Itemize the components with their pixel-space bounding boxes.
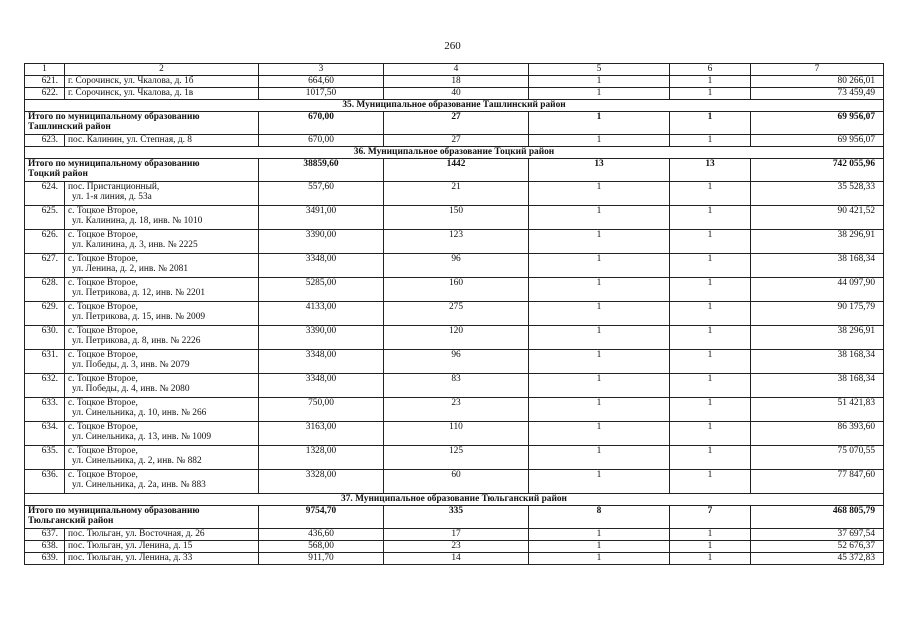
- value-cell: 125: [384, 445, 529, 469]
- value-cell: 35 528,33: [751, 181, 884, 205]
- total-cell: 13: [670, 158, 751, 181]
- value-cell: 1: [529, 229, 670, 253]
- address-line: ул. Синельника, д. 2, инв. № 882: [72, 456, 202, 467]
- table-row: [25, 528, 884, 540]
- column-header: 2: [65, 64, 259, 76]
- total-cell: 38859,60: [259, 158, 384, 181]
- value-cell: 1: [529, 87, 670, 99]
- total-row: [25, 158, 884, 181]
- value-cell: 911,70: [259, 552, 384, 564]
- value-cell: 21: [384, 181, 529, 205]
- value-cell: 5285,00: [259, 277, 384, 301]
- section-title: 36. Муниципальное образование Тоцкий район: [25, 146, 884, 158]
- page-number: 260: [444, 40, 461, 52]
- value-cell: 1: [670, 134, 751, 146]
- table-row: [25, 181, 884, 205]
- row-number: 638.: [25, 540, 65, 552]
- value-cell: 1: [529, 325, 670, 349]
- address-cell: [65, 469, 259, 493]
- value-cell: 83: [384, 373, 529, 397]
- table-row: [25, 205, 884, 229]
- total-cell: 69 956,07: [751, 111, 884, 134]
- value-cell: 60: [384, 469, 529, 493]
- table-body: [25, 64, 884, 565]
- total-cell: 7: [670, 505, 751, 528]
- address-line: с. Тоцкое Второе,: [68, 325, 138, 336]
- value-cell: 1: [670, 277, 751, 301]
- value-cell: 1: [670, 528, 751, 540]
- section-title: 37. Муниципальное образование Тюльганский район: [25, 493, 884, 505]
- value-cell: 1: [670, 229, 751, 253]
- table-row: [25, 469, 884, 493]
- row-number: 625.: [25, 205, 65, 229]
- value-cell: 45 372,83: [751, 552, 884, 564]
- value-cell: 1: [529, 528, 670, 540]
- row-number: 622.: [25, 87, 65, 99]
- address-line: пос. Тюльган, ул. Ленина, д. 33: [68, 552, 193, 563]
- value-cell: 1328,00: [259, 445, 384, 469]
- value-cell: 3348,00: [259, 253, 384, 277]
- total-row: [25, 505, 884, 528]
- value-cell: 1: [529, 134, 670, 146]
- value-cell: 3348,00: [259, 373, 384, 397]
- total-label-line: Итого по муниципальному образованию: [28, 111, 200, 122]
- table-row: [25, 421, 884, 445]
- value-cell: 4133,00: [259, 301, 384, 325]
- value-cell: 69 956,07: [751, 134, 884, 146]
- address-cell: [65, 540, 259, 552]
- address-line: ул. Синельника, д. 2а, инв. № 883: [72, 480, 206, 491]
- row-number: 639.: [25, 552, 65, 564]
- value-cell: 568,00: [259, 540, 384, 552]
- total-cell: 670,00: [259, 111, 384, 134]
- address-cell: [65, 229, 259, 253]
- value-cell: 40: [384, 87, 529, 99]
- column-header-row: [25, 64, 884, 76]
- table-row: [25, 301, 884, 325]
- total-cell: 27: [384, 111, 529, 134]
- total-label: [25, 111, 259, 134]
- table-row: [25, 397, 884, 421]
- value-cell: 1: [529, 181, 670, 205]
- row-number: 623.: [25, 134, 65, 146]
- total-cell: 9754,70: [259, 505, 384, 528]
- row-number: 636.: [25, 469, 65, 493]
- address-cell: [65, 373, 259, 397]
- value-cell: 52 676,37: [751, 540, 884, 552]
- row-number: 624.: [25, 181, 65, 205]
- address-line: ул. Победы, д. 4, инв. № 2080: [72, 384, 190, 395]
- address-cell: [65, 253, 259, 277]
- value-cell: 3163,00: [259, 421, 384, 445]
- row-number: 629.: [25, 301, 65, 325]
- section-header-row: [25, 146, 884, 158]
- address-line: г. Сорочинск, ул. Чкалова, д. 1в: [68, 87, 194, 98]
- value-cell: 1: [529, 540, 670, 552]
- address-line: ул. Калинина, д. 3, инв. № 2225: [72, 240, 198, 251]
- address-cell: [65, 277, 259, 301]
- address-cell: [65, 205, 259, 229]
- address-line: ул. Петрикова, д. 8, инв. № 2226: [72, 336, 201, 347]
- value-cell: 38 296,91: [751, 325, 884, 349]
- address-cell: [65, 134, 259, 146]
- value-cell: 1: [670, 540, 751, 552]
- column-header: 5: [529, 64, 670, 76]
- address-line: с. Тоцкое Второе,: [68, 229, 138, 240]
- column-header: 4: [384, 64, 529, 76]
- value-cell: 750,00: [259, 397, 384, 421]
- address-line: с. Тоцкое Второе,: [68, 301, 138, 312]
- value-cell: 73 459,49: [751, 87, 884, 99]
- value-cell: 1: [670, 349, 751, 373]
- table-row: [25, 134, 884, 146]
- table-row: [25, 552, 884, 564]
- address-cell: [65, 87, 259, 99]
- column-header: 1: [25, 64, 65, 76]
- total-cell: 742 055,96: [751, 158, 884, 181]
- value-cell: 3390,00: [259, 229, 384, 253]
- address-line: ул. 1-я линия, д. 53а: [72, 192, 152, 203]
- address-line: с. Тоцкое Второе,: [68, 253, 138, 264]
- value-cell: 275: [384, 301, 529, 325]
- value-cell: 1: [529, 373, 670, 397]
- value-cell: 1: [670, 301, 751, 325]
- total-label: [25, 505, 259, 528]
- address-cell: [65, 75, 259, 87]
- row-number: 626.: [25, 229, 65, 253]
- value-cell: 1: [529, 445, 670, 469]
- value-cell: 160: [384, 277, 529, 301]
- value-cell: 90 421,52: [751, 205, 884, 229]
- total-label: [25, 158, 259, 181]
- value-cell: 96: [384, 253, 529, 277]
- row-number: 631.: [25, 349, 65, 373]
- value-cell: 80 266,01: [751, 75, 884, 87]
- value-cell: 75 070,55: [751, 445, 884, 469]
- value-cell: 1: [529, 301, 670, 325]
- value-cell: 1: [670, 373, 751, 397]
- column-header: 7: [751, 64, 884, 76]
- address-line: пос. Калинин, ул. Степная, д. 8: [68, 134, 192, 145]
- address-cell: [65, 552, 259, 564]
- table-row: [25, 253, 884, 277]
- table-row: [25, 540, 884, 552]
- value-cell: 14: [384, 552, 529, 564]
- value-cell: 86 393,60: [751, 421, 884, 445]
- value-cell: 3328,00: [259, 469, 384, 493]
- total-label-line: Ташлинский район: [28, 122, 111, 133]
- section-title: 35. Муниципальное образование Ташлинский район: [25, 99, 884, 111]
- column-header: 6: [670, 64, 751, 76]
- total-label-line: Итого по муниципальному образованию: [28, 158, 200, 169]
- total-row: [25, 111, 884, 134]
- row-number: 627.: [25, 253, 65, 277]
- address-line: г. Сорочинск, ул. Чкалова, д. 1б: [68, 75, 194, 86]
- value-cell: 1: [670, 325, 751, 349]
- value-cell: 38 168,34: [751, 253, 884, 277]
- row-number: 628.: [25, 277, 65, 301]
- address-line: с. Тоцкое Второе,: [68, 373, 138, 384]
- value-cell: 1: [670, 205, 751, 229]
- address-line: с. Тоцкое Второе,: [68, 349, 138, 360]
- value-cell: 1: [670, 253, 751, 277]
- value-cell: 1017,50: [259, 87, 384, 99]
- value-cell: 96: [384, 349, 529, 373]
- row-number: 630.: [25, 325, 65, 349]
- value-cell: 557,60: [259, 181, 384, 205]
- value-cell: 38 296,91: [751, 229, 884, 253]
- address-line: ул. Калинина, д. 18, инв. № 1010: [72, 216, 203, 227]
- value-cell: 150: [384, 205, 529, 229]
- value-cell: 3348,00: [259, 349, 384, 373]
- value-cell: 1: [529, 253, 670, 277]
- row-number: 635.: [25, 445, 65, 469]
- table-row: [25, 325, 884, 349]
- section-header-row: [25, 99, 884, 111]
- value-cell: 38 168,34: [751, 349, 884, 373]
- value-cell: 1: [670, 75, 751, 87]
- housing-table: [24, 63, 884, 565]
- total-label-line: Итого по муниципальному образованию: [28, 505, 200, 516]
- table-row: [25, 75, 884, 87]
- value-cell: 123: [384, 229, 529, 253]
- address-line: ул. Победы, д. 3, инв. № 2079: [72, 360, 190, 371]
- address-line: ул. Ленина, д. 2, инв. № 2081: [72, 264, 189, 275]
- value-cell: 23: [384, 397, 529, 421]
- table-row: [25, 87, 884, 99]
- section-header-row: [25, 493, 884, 505]
- row-number: 621.: [25, 75, 65, 87]
- address-cell: [65, 325, 259, 349]
- value-cell: 1: [670, 181, 751, 205]
- address-line: пос. Тюльган, ул. Восточная, д. 26: [68, 528, 205, 539]
- value-cell: 670,00: [259, 134, 384, 146]
- total-cell: 1: [670, 111, 751, 134]
- table-row: [25, 229, 884, 253]
- address-line: пос. Пристанционный,: [68, 181, 160, 192]
- address-line: с. Тоцкое Второе,: [68, 469, 138, 480]
- address-line: с. Тоцкое Второе,: [68, 421, 138, 432]
- value-cell: 1: [529, 205, 670, 229]
- address-line: с. Тоцкое Второе,: [68, 277, 138, 288]
- value-cell: 18: [384, 75, 529, 87]
- value-cell: 436,60: [259, 528, 384, 540]
- address-line: ул. Петрикова, д. 12, инв. № 2201: [72, 288, 206, 299]
- total-label-line: Тоцкий район: [28, 169, 88, 180]
- address-line: с. Тоцкое Второе,: [68, 397, 138, 408]
- address-line: с. Тоцкое Второе,: [68, 445, 138, 456]
- value-cell: 1: [529, 552, 670, 564]
- row-number: 633.: [25, 397, 65, 421]
- value-cell: 17: [384, 528, 529, 540]
- value-cell: 44 097,90: [751, 277, 884, 301]
- total-label-line: Тюльганский район: [28, 516, 114, 527]
- total-cell: 13: [529, 158, 670, 181]
- value-cell: 1: [529, 75, 670, 87]
- table-row: [25, 277, 884, 301]
- address-cell: [65, 445, 259, 469]
- value-cell: 1: [670, 445, 751, 469]
- value-cell: 38 168,34: [751, 373, 884, 397]
- row-number: 634.: [25, 421, 65, 445]
- address-line: с. Тоцкое Второе,: [68, 205, 138, 216]
- value-cell: 51 421,83: [751, 397, 884, 421]
- value-cell: 110: [384, 421, 529, 445]
- address-line: ул. Синельника, д. 10, инв. № 266: [72, 408, 207, 419]
- total-cell: 335: [384, 505, 529, 528]
- table-row: [25, 349, 884, 373]
- address-cell: [65, 181, 259, 205]
- value-cell: 1: [529, 277, 670, 301]
- value-cell: 1: [529, 469, 670, 493]
- address-cell: [65, 528, 259, 540]
- value-cell: 1: [670, 421, 751, 445]
- address-cell: [65, 349, 259, 373]
- address-cell: [65, 397, 259, 421]
- value-cell: 3491,00: [259, 205, 384, 229]
- total-cell: 1: [529, 111, 670, 134]
- value-cell: 1: [529, 349, 670, 373]
- value-cell: 664,60: [259, 75, 384, 87]
- value-cell: 27: [384, 134, 529, 146]
- value-cell: 1: [670, 552, 751, 564]
- value-cell: 1: [670, 469, 751, 493]
- value-cell: 23: [384, 540, 529, 552]
- value-cell: 77 847,60: [751, 469, 884, 493]
- value-cell: 120: [384, 325, 529, 349]
- address-line: ул. Синельника, д. 13, инв. № 1009: [72, 432, 212, 443]
- value-cell: 37 697,54: [751, 528, 884, 540]
- address-line: ул. Петрикова, д. 15, инв. № 2009: [72, 312, 206, 323]
- row-number: 632.: [25, 373, 65, 397]
- total-cell: 468 805,79: [751, 505, 884, 528]
- value-cell: 3390,00: [259, 325, 384, 349]
- total-cell: 8: [529, 505, 670, 528]
- table-row: [25, 373, 884, 397]
- table-row: [25, 445, 884, 469]
- value-cell: 1: [670, 397, 751, 421]
- address-cell: [65, 301, 259, 325]
- total-cell: 1442: [384, 158, 529, 181]
- value-cell: 1: [670, 87, 751, 99]
- value-cell: 1: [529, 397, 670, 421]
- address-cell: [65, 421, 259, 445]
- column-header: 3: [259, 64, 384, 76]
- value-cell: 1: [529, 421, 670, 445]
- row-number: 637.: [25, 528, 65, 540]
- value-cell: 90 175,79: [751, 301, 884, 325]
- address-line: пос. Тюльган, ул. Ленина, д. 15: [68, 540, 193, 551]
